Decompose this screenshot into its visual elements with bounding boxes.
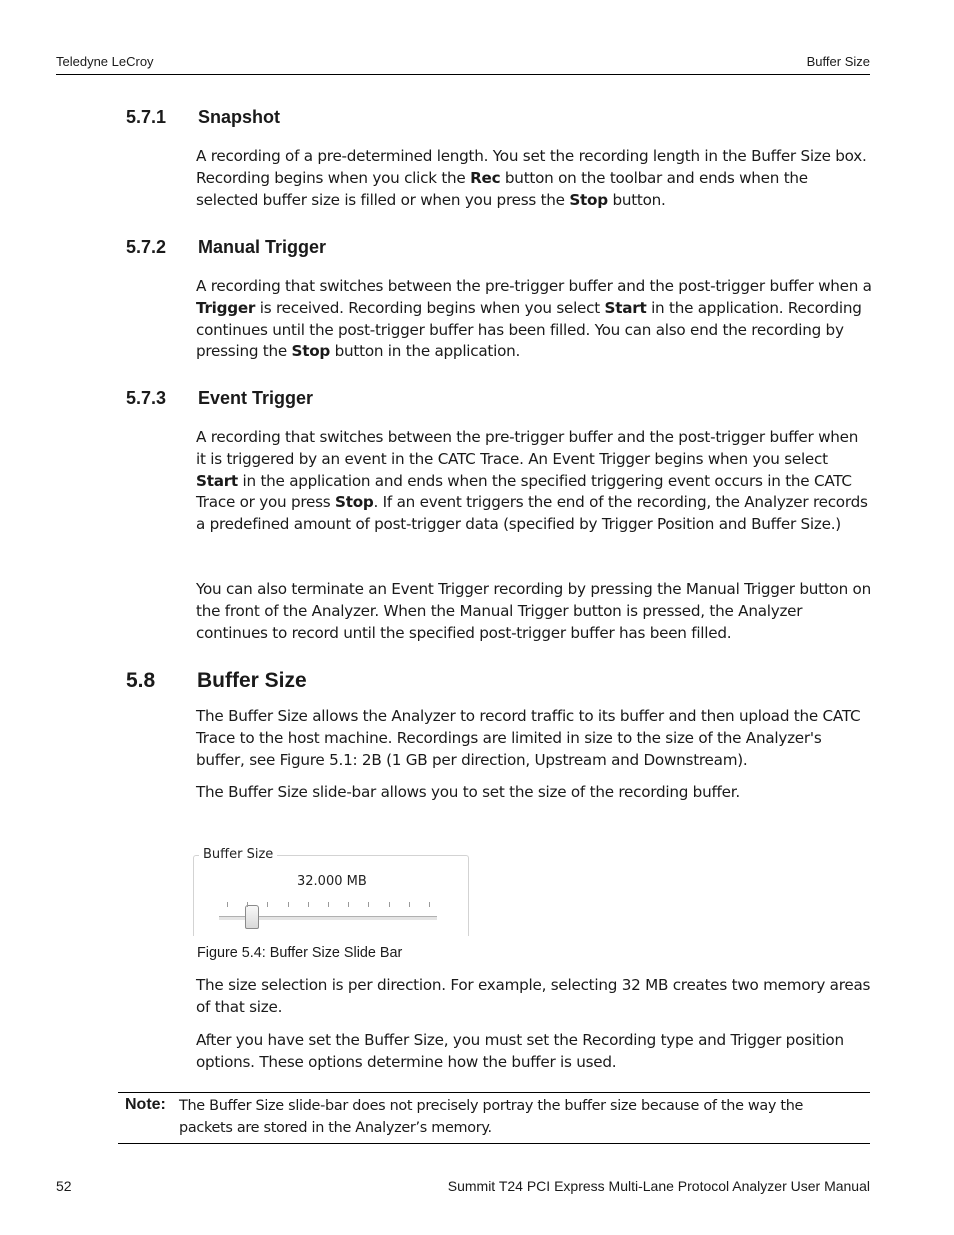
paragraph: [196, 146, 872, 211]
heading-number: 5.7.2: [126, 237, 167, 257]
widget-groupbox: [193, 855, 469, 936]
figure-caption: Figure 5.4: Buffer Size Slide Bar: [197, 945, 403, 961]
text-run: You can also terminate an Event Trigger recording by pressing the Manual Trigger button on the front of the Analyzer. When the Manual Trigger button is pressed, the Analyzer continues to record until the specified post-trigger buffer has been filled.: [196, 580, 871, 642]
slider-tick: [328, 902, 329, 907]
buffer-size-value: 32.000 MB: [297, 874, 367, 889]
text-run: in the application and ends when the specified triggering event occurs in the CATC Trace or you press: [196, 471, 852, 512]
paragraph: [196, 427, 872, 536]
slider-tick: [429, 902, 430, 907]
paragraph: [196, 975, 872, 1019]
heading-number: 5.8: [126, 669, 156, 692]
heading-snapshot: [126, 107, 280, 128]
bold-term: Trigger: [196, 298, 256, 317]
text-run: After you have set the Buffer Size, you must set the Recording type and Trigger position options. These options determine how the buffer is used.: [196, 1031, 844, 1071]
slider-tick: [308, 902, 309, 907]
bold-term: Stop: [291, 342, 331, 361]
paragraph: [196, 1030, 872, 1074]
text-run: button in the application.: [330, 342, 521, 361]
bold-term: Start: [196, 471, 238, 490]
note-rule-top: [118, 1092, 870, 1093]
text-run: The Buffer Size allows the Analyzer to record traffic to its buffer and then upload the CATC Trace to the host machine. Recordings are limited in size to the size of the Analyzer's buffer, see Figure 5.1: 2B (1 GB per direction, Upstream and Downstream).: [196, 707, 861, 769]
header-rule: [56, 74, 870, 75]
slider-tick: [267, 902, 268, 907]
slider-tick: [348, 902, 349, 907]
header-right: Buffer Size: [806, 54, 870, 69]
slider-tick: [227, 902, 228, 907]
heading-title: Event Trigger: [198, 388, 314, 408]
text-run: A recording that switches between the pre-trigger buffer and the post-trigger buffer when a: [196, 277, 872, 295]
slider-tick: [368, 902, 369, 907]
heading-event-trigger: [126, 388, 313, 409]
paragraph: [196, 276, 872, 363]
buffer-size-widget: [193, 847, 469, 937]
bold-term: Start: [604, 298, 647, 317]
heading-title: Buffer Size: [197, 669, 307, 692]
heading-number: 5.7.1: [126, 107, 167, 127]
heading-manual-trigger: [126, 237, 326, 258]
heading-buffer-size: [126, 669, 307, 693]
text-run: is received. Recording begins when you select: [255, 298, 605, 317]
text-run: button on the toolbar and ends when the selected buffer size is filled or when you press the: [196, 168, 808, 209]
paragraph: [196, 706, 872, 771]
text-run: The size selection is per direction. For example, selecting 32 MB creates two memory areas of that size.: [196, 976, 871, 1016]
bold-term: Stop: [569, 190, 608, 209]
text-run: A recording of a pre-determined length. You set the recording length in the Buffer Size box. Recording begins when you click the: [196, 147, 867, 187]
text-run: in the application. Recording continues until the post-trigger buffer has been filled. You can also end the recording by pressing the: [196, 298, 862, 361]
text-run: . If an event triggers the end of the recording, the Analyzer records a predefined amount of post-trigger data (specified by Trigger Position and Buffer Size.): [196, 493, 868, 534]
heading-title: Manual Trigger: [198, 237, 327, 257]
slider-tick: [247, 902, 248, 907]
slider-tick: [389, 902, 390, 907]
slider-tick: [409, 902, 410, 907]
widget-label: Buffer Size: [199, 847, 277, 862]
paragraph: [196, 782, 872, 804]
header-left: Teledyne LeCroy: [56, 54, 154, 69]
manual-title: Summit T24 PCI Express Multi-Lane Protocol Analyzer User Manual: [447, 1178, 870, 1194]
slider-tick: [288, 902, 289, 907]
slider-thumb[interactable]: [245, 905, 259, 929]
note-label: Note:: [125, 1096, 166, 1113]
text-run: button.: [607, 190, 666, 209]
paragraph: [196, 579, 872, 644]
heading-title: Snapshot: [198, 107, 281, 127]
heading-number: 5.7.3: [126, 388, 167, 408]
text-run: The Buffer Size slide-bar allows you to set the size of the recording buffer.: [196, 783, 740, 801]
bold-term: Stop: [335, 493, 374, 512]
text-run: A recording that switches between the pre-trigger buffer and the post-trigger buffer when it is triggered by an event in the CATC Trace. An Event Trigger begins when you select: [196, 428, 859, 468]
page-number: 52: [56, 1178, 72, 1194]
note-rule-bottom: [118, 1143, 870, 1144]
bold-term: Rec: [470, 168, 501, 187]
note-text: The Buffer Size slide-bar does not precisely portray the buffer size because of the way the packets are stored in the Analyzer’s memory.: [179, 1098, 804, 1136]
